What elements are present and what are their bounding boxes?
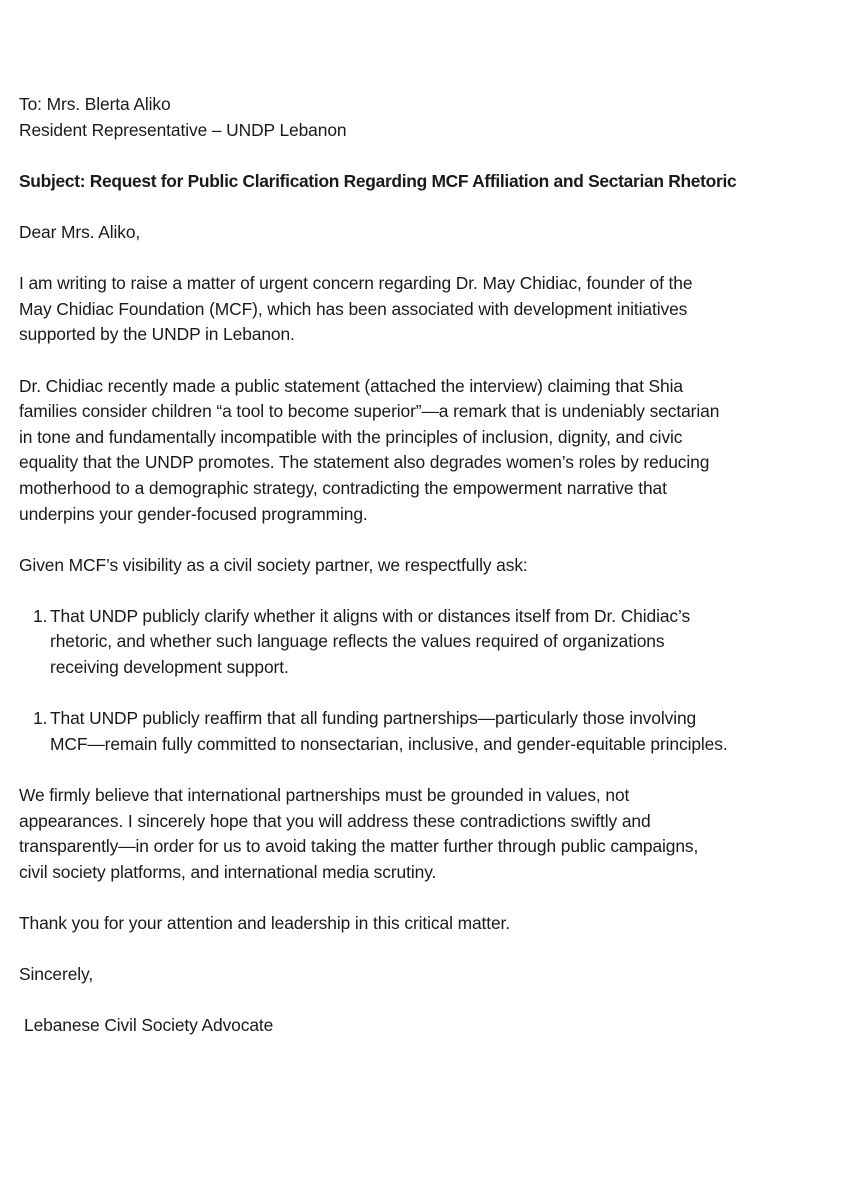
signature: Lebanese Civil Society Advocate <box>24 1015 274 1036</box>
paragraph-line: Given MCF’s visibility as a civil society partner, we respectfully ask: <box>19 554 528 575</box>
paragraph-concern <box>19 271 847 348</box>
request-line: MCF—remain fully committed to nonsectarian, inclusive, and gender-equitable principles. <box>50 733 728 754</box>
paragraph-line: May Chidiac Foundation (MCF), which has been associated with development initiatives <box>19 298 688 319</box>
paragraph-request-intro <box>19 553 847 579</box>
paragraph-line: in tone and fundamentally incompatible with the principles of inclusion, dignity, and civic <box>19 426 683 447</box>
paragraph-line: I am writing to raise a matter of urgent concern regarding Dr. May Chidiac, founder of the <box>19 273 693 294</box>
paragraph-line: equality that the UNDP promotes. The statement also degrades women’s roles by reducing <box>19 452 710 473</box>
request-line: rhetoric, and whether such language reflects the values required of organizations <box>50 631 665 652</box>
list-number: 1. <box>33 605 48 626</box>
paragraph-line: underpins your gender-focused programming. <box>19 503 368 524</box>
paragraph-line: We firmly believe that international partnerships must be grounded in values, not <box>19 785 630 806</box>
request-line: That UNDP publicly reaffirm that all funding partnerships—particularly those involving <box>50 708 697 729</box>
paragraph-line: Thank you for your attention and leadership in this critical matter. <box>19 913 511 933</box>
subject-line: Subject: Request for Public Clarification Regarding MCF Affiliation and Sectarian Rhetoric <box>19 170 737 191</box>
paragraph-thanks <box>19 911 847 937</box>
paragraph-statement <box>19 374 847 528</box>
paragraph-line: appearances. I sincerely hope that you will address these contradictions swiftly and <box>19 810 651 831</box>
paragraph-line: families consider children “a tool to become superior”—a remark that is undeniably sectarian <box>19 401 720 422</box>
closing: Sincerely, <box>19 964 94 985</box>
recipient-block <box>19 92 847 143</box>
request-item-1 <box>19 604 847 681</box>
list-number: 1. <box>33 708 48 729</box>
letter-body <box>19 92 847 1039</box>
paragraph-line: motherhood to a demographic strategy, contradicting the empowerment narrative that <box>19 477 667 498</box>
paragraph-belief <box>19 783 847 885</box>
paragraph-line: civil society platforms, and international media scrutiny. <box>19 861 437 882</box>
salutation: Dear Mrs. Aliko, <box>19 221 141 242</box>
recipient-to-line: To: Mrs. Blerta Aliko <box>19 94 171 114</box>
request-item-2 <box>19 706 847 757</box>
paragraph-line: supported by the UNDP in Lebanon. <box>19 324 295 345</box>
paragraph-line: Dr. Chidiac recently made a public statement (attached the interview) claiming that Shia <box>19 375 683 396</box>
request-line: receiving development support. <box>50 657 289 678</box>
request-line: That UNDP publicly clarify whether it aligns with or distances itself from Dr. Chidiac’s <box>50 605 691 626</box>
paragraph-line: transparently—in order for us to avoid taking the matter further through public campaigns, <box>19 836 699 857</box>
recipient-title-line: Resident Representative – UNDP Lebanon <box>19 119 347 140</box>
